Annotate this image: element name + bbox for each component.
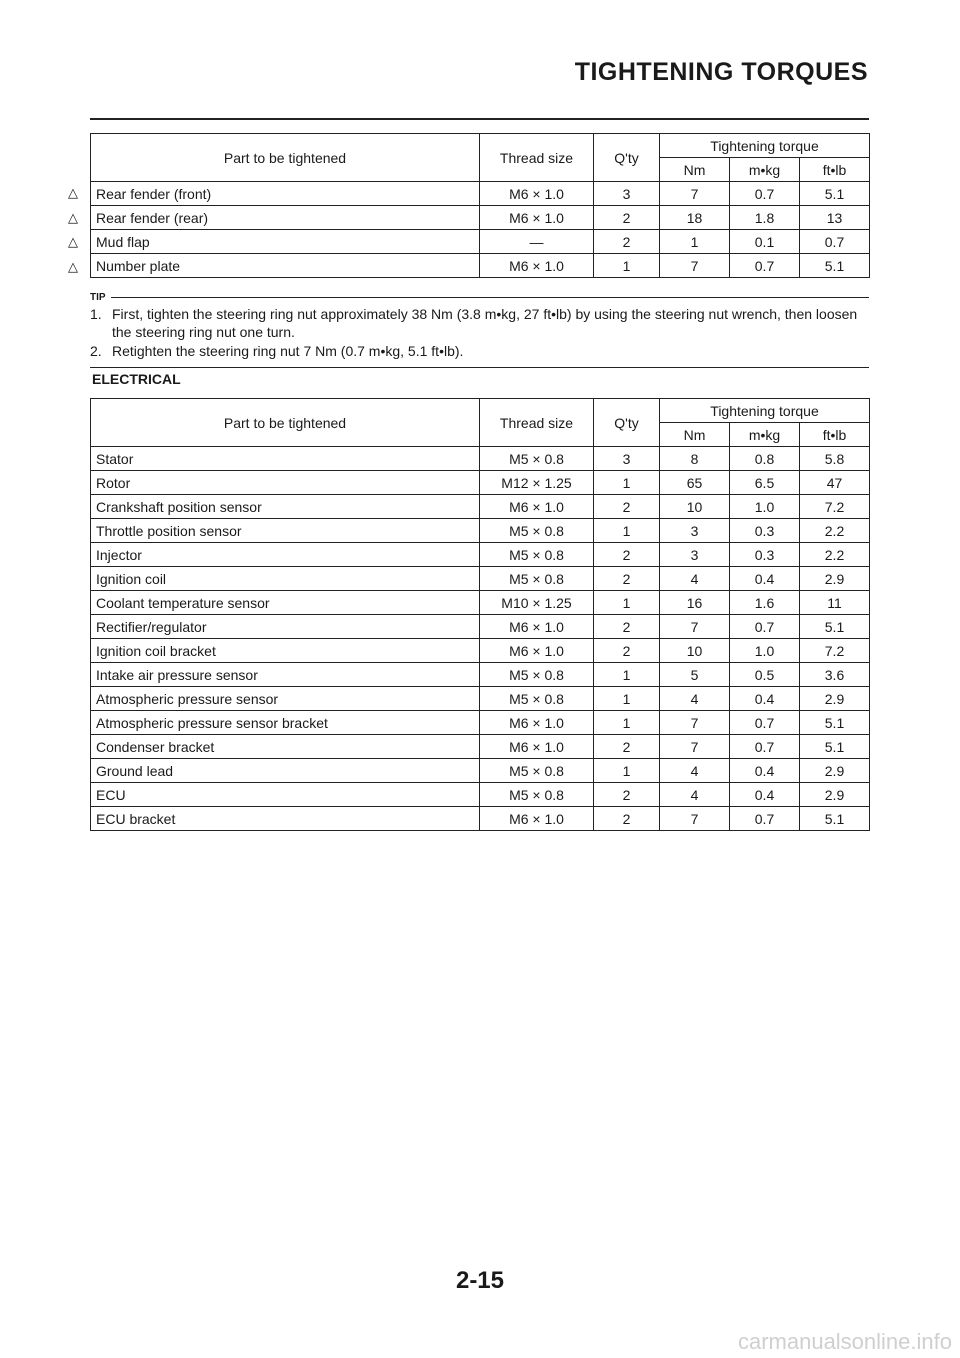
table-row bbox=[91, 663, 870, 687]
cell-mkg: 0.7 bbox=[730, 711, 800, 735]
cell-qty: 3 bbox=[594, 182, 660, 206]
cell-mkg: 0.7 bbox=[730, 735, 800, 759]
cell-part: Crankshaft position sensor bbox=[91, 495, 480, 519]
cell-ftlb: 5.1 bbox=[800, 254, 870, 278]
cell-qty: 1 bbox=[594, 254, 660, 278]
tip-rule bbox=[111, 297, 869, 298]
tip-label: TIP bbox=[90, 291, 106, 303]
cell-part: Injector bbox=[91, 543, 480, 567]
cell-nm: 16 bbox=[660, 591, 730, 615]
cell-mkg: 0.3 bbox=[730, 543, 800, 567]
cell-nm: 7 bbox=[660, 711, 730, 735]
cell-nm: 4 bbox=[660, 567, 730, 591]
cell-part: Ground lead bbox=[91, 759, 480, 783]
cell-nm: 4 bbox=[660, 687, 730, 711]
cell-qty: 2 bbox=[594, 543, 660, 567]
change-mark-icon: △ bbox=[68, 234, 78, 249]
tip-item-number: 1. bbox=[90, 306, 102, 322]
cell-part: Coolant temperature sensor bbox=[91, 591, 480, 615]
tip-item bbox=[90, 342, 869, 360]
header-torque: Tightening torque bbox=[660, 399, 870, 423]
cell-qty: 2 bbox=[594, 639, 660, 663]
table-row bbox=[91, 519, 870, 543]
cell-thread: M6 × 1.0 bbox=[480, 182, 594, 206]
cell-part: Rear fender (rear) bbox=[91, 206, 480, 230]
cell-mkg: 0.4 bbox=[730, 567, 800, 591]
cell-ftlb: 7.2 bbox=[800, 639, 870, 663]
cell-thread: M5 × 0.8 bbox=[480, 447, 594, 471]
header-thread: Thread size bbox=[480, 399, 594, 447]
tip-item-text: First, tighten the steering ring nut approximately 38 Nm (3.8 m•kg, 27 ft•lb) by using the steering nut wrench, then loosen the steering ring nut one turn. bbox=[112, 306, 858, 340]
cell-ftlb: 2.9 bbox=[800, 687, 870, 711]
watermark: carmanualsonline.info bbox=[737, 1329, 952, 1354]
cell-ftlb: 2.2 bbox=[800, 543, 870, 567]
cell-thread: M6 × 1.0 bbox=[480, 615, 594, 639]
cell-qty: 1 bbox=[594, 687, 660, 711]
table-row bbox=[91, 711, 870, 735]
cell-qty: 3 bbox=[594, 447, 660, 471]
table-row bbox=[91, 735, 870, 759]
cell-mkg: 0.8 bbox=[730, 447, 800, 471]
cell-mkg: 0.4 bbox=[730, 783, 800, 807]
header-mkg: m•kg bbox=[730, 158, 800, 182]
table-row bbox=[91, 639, 870, 663]
cell-ftlb: 11 bbox=[800, 591, 870, 615]
cell-mkg: 1.8 bbox=[730, 206, 800, 230]
page-title: TIGHTENING TORQUES bbox=[574, 58, 868, 86]
cell-qty: 1 bbox=[594, 519, 660, 543]
cell-thread: M6 × 1.0 bbox=[480, 735, 594, 759]
cell-mkg: 0.1 bbox=[730, 230, 800, 254]
tip-item-number: 2. bbox=[90, 343, 102, 359]
cell-ftlb: 5.1 bbox=[800, 711, 870, 735]
header-part: Part to be tightened bbox=[91, 134, 480, 182]
cell-ftlb: 5.1 bbox=[800, 182, 870, 206]
change-mark-icon: △ bbox=[68, 258, 78, 274]
header-nm: Nm bbox=[660, 158, 730, 182]
cell-mkg: 0.7 bbox=[730, 254, 800, 278]
cell-part: Throttle position sensor bbox=[91, 519, 480, 543]
cell-thread: M5 × 0.8 bbox=[480, 543, 594, 567]
cell-qty: 2 bbox=[594, 230, 660, 254]
cell-thread: M5 × 0.8 bbox=[480, 687, 594, 711]
header-qty: Q'ty bbox=[594, 134, 660, 182]
cell-qty: 2 bbox=[594, 615, 660, 639]
cell-mkg: 1.0 bbox=[730, 639, 800, 663]
cell-part: Ignition coil bracket bbox=[91, 639, 480, 663]
cell-mkg: 0.4 bbox=[730, 687, 800, 711]
cell-thread: M6 × 1.0 bbox=[480, 495, 594, 519]
cell-mkg: 0.7 bbox=[730, 182, 800, 206]
cell-thread: M5 × 0.8 bbox=[480, 759, 594, 783]
cell-ftlb: 5.1 bbox=[800, 735, 870, 759]
cell-part: Stator bbox=[91, 447, 480, 471]
cell-qty: 2 bbox=[594, 206, 660, 230]
cell-part: ECU bracket bbox=[91, 807, 480, 831]
tip-item bbox=[90, 305, 869, 341]
cell-ftlb: 5.1 bbox=[800, 807, 870, 831]
cell-nm: 7 bbox=[660, 735, 730, 759]
table-row bbox=[91, 543, 870, 567]
cell-thread: M10 × 1.25 bbox=[480, 591, 594, 615]
cell-nm: 7 bbox=[660, 807, 730, 831]
cell-ftlb: 5.1 bbox=[800, 615, 870, 639]
cell-thread: M6 × 1.0 bbox=[480, 807, 594, 831]
table-row bbox=[91, 807, 870, 831]
table-row bbox=[91, 591, 870, 615]
cell-ftlb: 5.8 bbox=[800, 447, 870, 471]
cell-part: ECU bbox=[91, 783, 480, 807]
cell-ftlb: 47 bbox=[800, 471, 870, 495]
cell-ftlb: 7.2 bbox=[800, 495, 870, 519]
tip-item-text: Retighten the steering ring nut 7 Nm (0.7 m•kg, 5.1 ft•lb). bbox=[112, 343, 464, 359]
header-ftlb: ft•lb bbox=[800, 158, 870, 182]
cell-thread: — bbox=[480, 230, 594, 254]
cell-qty: 1 bbox=[594, 711, 660, 735]
cell-qty: 1 bbox=[594, 591, 660, 615]
cell-part: Intake air pressure sensor bbox=[91, 663, 480, 687]
header-torque: Tightening torque bbox=[660, 134, 870, 158]
cell-mkg: 0.4 bbox=[730, 759, 800, 783]
cell-thread: M5 × 0.8 bbox=[480, 663, 594, 687]
cell-nm: 3 bbox=[660, 543, 730, 567]
cell-nm: 5 bbox=[660, 663, 730, 687]
cell-qty: 2 bbox=[594, 495, 660, 519]
cell-nm: 7 bbox=[660, 182, 730, 206]
cell-thread: M6 × 1.0 bbox=[480, 639, 594, 663]
cell-part: Rectifier/regulator bbox=[91, 615, 480, 639]
cell-mkg: 0.7 bbox=[730, 807, 800, 831]
cell-ftlb: 2.9 bbox=[800, 567, 870, 591]
table-row bbox=[91, 447, 870, 471]
table-row bbox=[91, 567, 870, 591]
header-part: Part to be tightened bbox=[91, 399, 480, 447]
chassis-torque-table bbox=[90, 133, 870, 278]
cell-part: Rotor bbox=[91, 471, 480, 495]
header-ftlb: ft•lb bbox=[800, 423, 870, 447]
cell-ftlb: 3.6 bbox=[800, 663, 870, 687]
table-row bbox=[91, 495, 870, 519]
cell-ftlb: 0.7 bbox=[800, 230, 870, 254]
cell-part: Atmospheric pressure sensor bbox=[91, 687, 480, 711]
table-row bbox=[91, 471, 870, 495]
cell-part: Ignition coil bbox=[91, 567, 480, 591]
cell-thread: M5 × 0.8 bbox=[480, 567, 594, 591]
cell-thread: M5 × 0.8 bbox=[480, 519, 594, 543]
table-row bbox=[91, 206, 870, 230]
cell-nm: 10 bbox=[660, 639, 730, 663]
tip-block bbox=[90, 290, 869, 368]
section-title-electrical: ELECTRICAL bbox=[92, 371, 181, 387]
cell-qty: 2 bbox=[594, 567, 660, 591]
cell-ftlb: 13 bbox=[800, 206, 870, 230]
header-thread: Thread size bbox=[480, 134, 594, 182]
cell-mkg: 1.6 bbox=[730, 591, 800, 615]
cell-nm: 18 bbox=[660, 206, 730, 230]
cell-mkg: 0.5 bbox=[730, 663, 800, 687]
table-row bbox=[91, 254, 870, 278]
cell-mkg: 0.7 bbox=[730, 615, 800, 639]
cell-nm: 7 bbox=[660, 254, 730, 278]
cell-nm: 3 bbox=[660, 519, 730, 543]
cell-ftlb: 2.9 bbox=[800, 783, 870, 807]
cell-thread: M6 × 1.0 bbox=[480, 206, 594, 230]
cell-part: Number plate bbox=[91, 254, 480, 278]
header-mkg: m•kg bbox=[730, 423, 800, 447]
cell-nm: 4 bbox=[660, 759, 730, 783]
cell-qty: 2 bbox=[594, 783, 660, 807]
cell-qty: 2 bbox=[594, 735, 660, 759]
cell-mkg: 1.0 bbox=[730, 495, 800, 519]
table-row bbox=[91, 182, 870, 206]
header-rule bbox=[90, 118, 869, 120]
change-mark-icon: △ bbox=[68, 185, 78, 200]
cell-nm: 4 bbox=[660, 783, 730, 807]
table-row bbox=[91, 615, 870, 639]
cell-qty: 1 bbox=[594, 663, 660, 687]
header-qty: Q'ty bbox=[594, 399, 660, 447]
cell-ftlb: 2.9 bbox=[800, 759, 870, 783]
table-row bbox=[91, 687, 870, 711]
cell-nm: 7 bbox=[660, 615, 730, 639]
cell-thread: M12 × 1.25 bbox=[480, 471, 594, 495]
cell-nm: 65 bbox=[660, 471, 730, 495]
page-number: 2-15 bbox=[455, 1267, 505, 1294]
cell-qty: 2 bbox=[594, 807, 660, 831]
cell-mkg: 6.5 bbox=[730, 471, 800, 495]
cell-part: Rear fender (front) bbox=[91, 182, 480, 206]
electrical-torque-table bbox=[90, 398, 870, 831]
tip-bottom-rule bbox=[90, 367, 869, 368]
table-row bbox=[91, 783, 870, 807]
cell-nm: 1 bbox=[660, 230, 730, 254]
cell-mkg: 0.3 bbox=[730, 519, 800, 543]
cell-ftlb: 2.2 bbox=[800, 519, 870, 543]
cell-nm: 8 bbox=[660, 447, 730, 471]
cell-qty: 1 bbox=[594, 471, 660, 495]
cell-thread: M6 × 1.0 bbox=[480, 254, 594, 278]
cell-thread: M6 × 1.0 bbox=[480, 711, 594, 735]
cell-qty: 1 bbox=[594, 759, 660, 783]
cell-part: Condenser bracket bbox=[91, 735, 480, 759]
cell-part: Atmospheric pressure sensor bracket bbox=[91, 711, 480, 735]
cell-thread: M5 × 0.8 bbox=[480, 783, 594, 807]
table-row bbox=[91, 759, 870, 783]
cell-part: Mud flap bbox=[91, 230, 480, 254]
table-row bbox=[91, 230, 870, 254]
change-mark-icon: △ bbox=[68, 209, 78, 225]
header-nm: Nm bbox=[660, 423, 730, 447]
cell-nm: 10 bbox=[660, 495, 730, 519]
